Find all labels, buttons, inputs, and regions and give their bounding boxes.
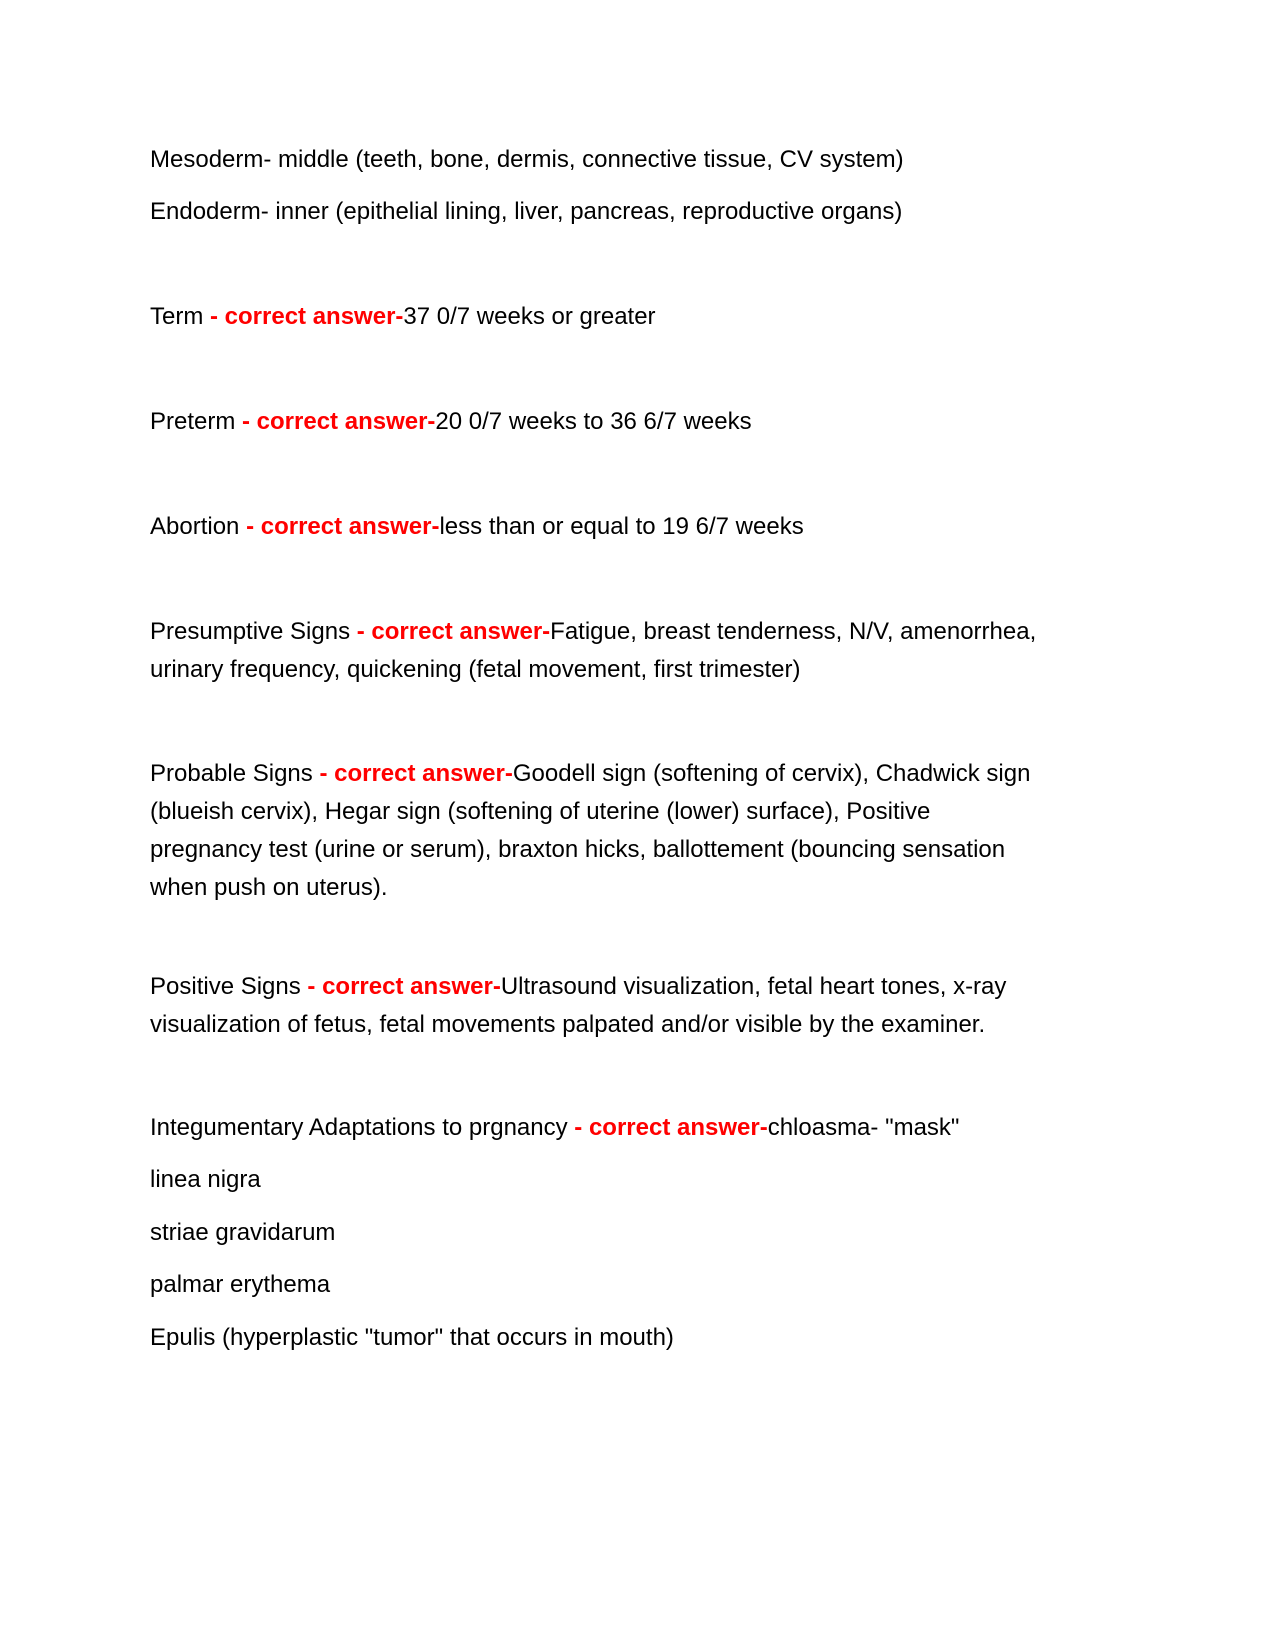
document-page	[150, 0, 1130, 1650]
probable-answer-line: (blueish cervix), Hegar sign (softening of uterine (lower) surface), Positive	[150, 798, 931, 825]
preterm-answer: 20 0/7 weeks to 36 6/7 weeks	[435, 408, 752, 435]
mesoderm-line: Mesoderm- middle (teeth, bone, dermis, connective tissue, CV system)	[150, 146, 904, 173]
probable-answer-line: Goodell sign (softening of cervix), Chadwick sign	[512, 760, 1031, 787]
integumentary-answer-line: palmar erythema	[150, 1271, 331, 1298]
integumentary-question: Integumentary Adaptations to prgnancy	[150, 1114, 575, 1141]
endoderm-line: Endoderm- inner (epithelial lining, liver, pancreas, reproductive organs)	[150, 198, 903, 225]
correct-answer-marker: - correct answer-	[242, 408, 436, 435]
presumptive-answer-line: urinary frequency, quickening (fetal movement, first trimester)	[150, 656, 801, 683]
flashcard-integumentary	[150, 1109, 1130, 1147]
probable-question: Probable Signs	[150, 760, 320, 787]
correct-answer-marker: - correct answer-	[307, 973, 501, 1000]
probable-answer-line: pregnancy test (urine or serum), braxton hicks, ballottement (bouncing sensation	[150, 836, 1006, 863]
integumentary-answer-line: Epulis (hyperplastic "tumor" that occurs in mouth)	[150, 1324, 674, 1351]
correct-answer-marker: - correct answer-	[356, 618, 551, 645]
flashcard-term	[150, 298, 1130, 336]
correct-answer-marker: - correct answer-	[210, 303, 404, 330]
positive-answer-line: Ultrasound visualization, fetal heart tones, x-ray	[500, 973, 1007, 1000]
flashcard-presumptive-signs	[150, 613, 1130, 689]
preterm-question: Preterm	[150, 408, 243, 435]
flashcard-preterm	[150, 403, 1130, 441]
presumptive-answer-line: Fatigue, breast tenderness, N/V, amenorrhea,	[550, 618, 1037, 645]
presumptive-question: Presumptive Signs	[150, 618, 357, 645]
correct-answer-marker: - correct answer-	[319, 760, 513, 787]
flashcard-positive-signs	[150, 968, 1130, 1044]
term-answer: 37 0/7 weeks or greater	[403, 303, 656, 330]
flashcard-probable-signs	[150, 755, 1130, 907]
abortion-question: Abortion	[150, 513, 247, 540]
probable-answer-line: when push on uterus).	[150, 874, 388, 901]
positive-question: Positive Signs	[150, 973, 308, 1000]
term-question: Term	[150, 303, 210, 330]
integumentary-answer-line: chloasma- "mask"	[767, 1114, 960, 1141]
abortion-answer: less than or equal to 19 6/7 weeks	[439, 513, 804, 540]
integumentary-answer-line: striae gravidarum	[150, 1219, 336, 1246]
correct-answer-marker: - correct answer-	[574, 1114, 768, 1141]
positive-answer-line: visualization of fetus, fetal movements palpated and/or visible by the examiner.	[150, 1011, 986, 1038]
integumentary-answer-line: linea nigra	[150, 1166, 261, 1193]
flashcard-abortion	[150, 508, 1130, 546]
correct-answer-marker: - correct answer-	[246, 513, 440, 540]
